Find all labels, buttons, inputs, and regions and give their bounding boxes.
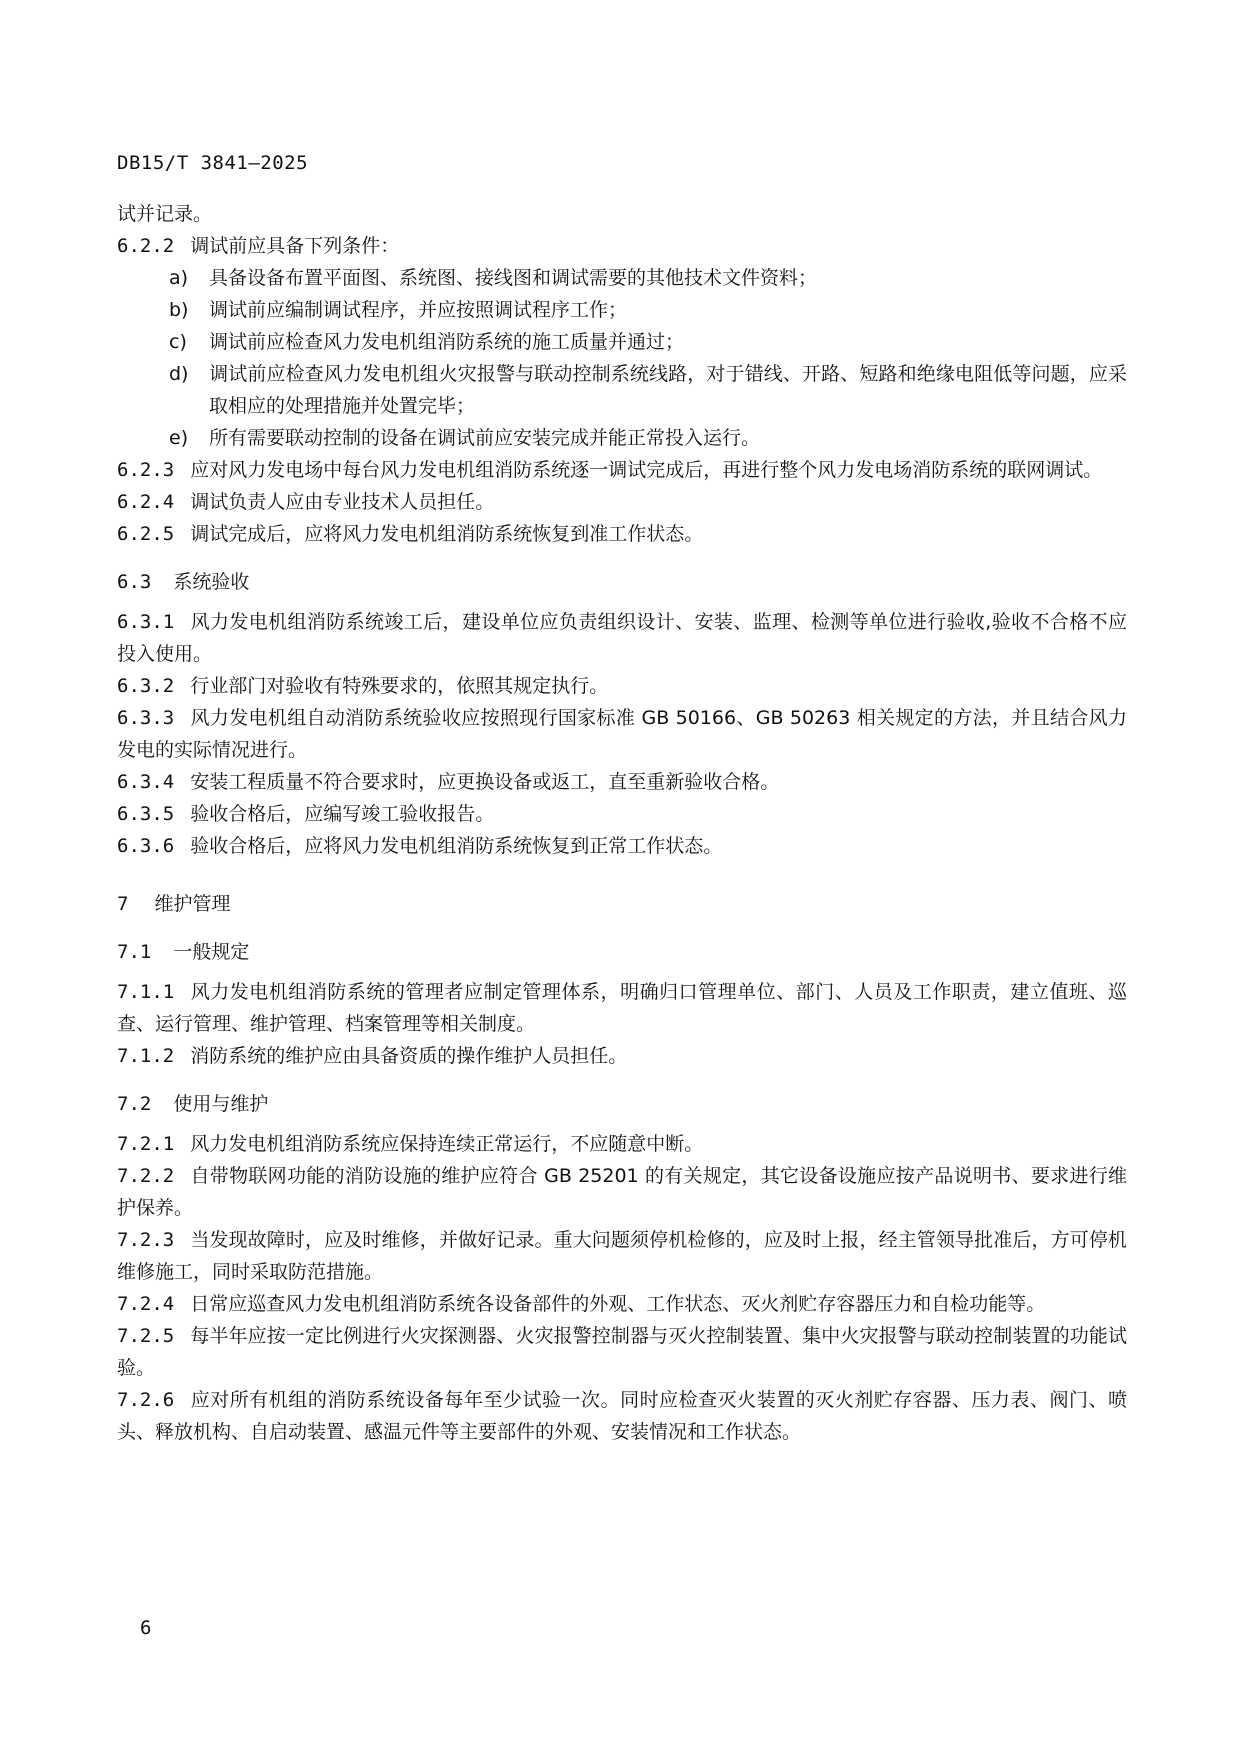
clause-text: 每半年应按一定比例进行火灾探测器、火灾报警控制器与灭火控制装置、集中火灾报警与联动控制装置的功能试验。 [117,1325,1127,1379]
clause-7-2-3 [117,1224,1127,1288]
clause-text: 当发现故障时，应及时维修，并做好记录。重大问题须停机检修的，应及时上报，经主管领导批准后，方可停机维修施工，同时采取防范措施。 [117,1229,1127,1283]
clause-6-2-4 [117,486,1127,518]
clause-text: 应对所有机组的消防系统设备每年至少试验一次。同时应检查灭火装置的灭火剂贮存容器、压力表、阀门、喷头、释放机构、自启动装置、感温元件等主要部件的外观、安装情况和工作状态。 [117,1389,1127,1443]
section-number: 7.1 [117,941,152,963]
section-heading-7-1 [117,936,1127,968]
clause-7-2-4 [117,1288,1127,1320]
clause-number: 6.3.3 [117,707,175,729]
chapter-heading-7 [117,888,1127,920]
list-item-c [117,326,1127,358]
list-item-label: e) [169,427,189,449]
section-title: 系统验收 [173,571,250,593]
clause-6-2-2 [117,230,1127,262]
list-item-label: d) [169,363,189,385]
clause-7-2-1 [117,1128,1127,1160]
clause-6-3-3 [117,702,1127,766]
clause-number: 7.1.2 [117,1045,175,1067]
clause-6-2-3 [117,454,1127,486]
clause-text: 应对风力发电场中每台风力发电机组消防系统逐一调试完成后，再进行整个风力发电场消防系统的联网调试。 [190,459,1103,481]
clause-6-3-1 [117,606,1127,670]
clause-6-3-5 [117,798,1127,830]
clause-text: 验收合格后，应编写竣工验收报告。 [190,803,495,825]
section-heading-7-2 [117,1088,1127,1120]
clause-number: 7.1.1 [117,981,175,1003]
clause-text: 自带物联网功能的消防设施的维护应符合 GB 25201 的有关规定，其它设备设施应按产品说明书、要求进行维护保养。 [117,1165,1127,1219]
page-number: 6 [140,1617,152,1639]
chapter-number: 7 [117,893,129,915]
clause-number: 7.2.3 [117,1229,175,1251]
list-item-text: 具备设备布置平面图、系统图、接线图和调试需要的其他技术文件资料； [209,267,818,289]
chapter-title: 维护管理 [154,893,231,915]
section-title: 一般规定 [173,941,250,963]
clause-number: 6.3.6 [117,835,175,857]
clause-text: 验收合格后，应将风力发电机组消防系统恢复到正常工作状态。 [190,835,723,857]
clause-number: 6.2.3 [117,459,175,481]
clause-text: 风力发电机组自动消防系统验收应按照现行国家标准 GB 50166、GB 50263 相关规定的方法，并且结合风力发电的实际情况进行。 [117,707,1127,761]
list-item-a [117,262,1127,294]
clause-number: 7.2.2 [117,1165,175,1187]
list-item-label: b) [169,299,189,321]
clause-number: 7.2.5 [117,1325,175,1347]
list-item-b [117,294,1127,326]
clause-text: 风力发电机组消防系统的管理者应制定管理体系，明确归口管理单位、部门、人员及工作职责，建立值班、巡查、运行管理、维护管理、档案管理等相关制度。 [117,981,1127,1035]
clause-text: 日常应巡查风力发电机组消防系统各设备部件的外观、工作状态、灭火剂贮存容器压力和自检功能等。 [190,1293,1046,1315]
document-body [117,198,1127,1448]
clause-text: 风力发电机组消防系统竣工后，建设单位应负责组织设计、安装、监理、检测等单位进行验收,验收不合格不应投入使用。 [117,611,1127,665]
clause-text: 调试完成后，应将风力发电机组消防系统恢复到准工作状态。 [190,523,704,545]
list-item-e [117,422,1127,454]
clause-6-3-6 [117,830,1127,862]
list-item-text: 调试前应编制调试程序，并应按照调试程序工作； [209,299,628,321]
clause-number: 6.3.5 [117,803,175,825]
clause-6-3-4 [117,766,1127,798]
clause-7-2-2 [117,1160,1127,1224]
clause-number: 6.2.2 [117,235,175,257]
clause-number: 7.2.4 [117,1293,175,1315]
list-item-text: 调试前应检查风力发电机组火灾报警与联动控制系统线路，对于错线、开路、短路和绝缘电阻低等问题，应采取相应的处理措施并处置完毕； [209,363,1127,417]
section-title: 使用与维护 [173,1093,269,1115]
section-number: 7.2 [117,1093,152,1115]
section-heading-6-3 [117,566,1127,598]
clause-number: 6.3.2 [117,675,175,697]
clause-6-3-2 [117,670,1127,702]
clause-text: 行业部门对验收有特殊要求的，依照其规定执行。 [190,675,609,697]
clause-6-2-5 [117,518,1127,550]
document-code-header: DB15/T 3841—2025 [117,152,309,174]
list-item-d [117,358,1127,422]
clause-number: 6.3.4 [117,771,175,793]
clause-number: 6.2.4 [117,491,175,513]
clause-7-1-2 [117,1040,1127,1072]
clause-text: 安装工程质量不符合要求时，应更换设备或返工，直至重新验收合格。 [190,771,780,793]
clause-text: 风力发电机组消防系统应保持连续正常运行，不应随意中断。 [190,1133,704,1155]
clause-7-2-6 [117,1384,1127,1448]
list-item-text: 调试前应检查风力发电机组消防系统的施工质量并通过； [209,331,685,353]
clause-text: 消防系统的维护应由具备资质的操作维护人员担任。 [190,1045,628,1067]
clause-text: 调试前应具备下列条件： [190,235,400,257]
clause-7-1-1 [117,976,1127,1040]
clause-number: 7.2.6 [117,1389,175,1411]
clause-7-2-5 [117,1320,1127,1384]
list-item-text: 所有需要联动控制的设备在调试前应安装完成并能正常投入运行。 [209,427,761,449]
continuation-text: 试并记录。 [117,203,213,225]
list-item-label: a) [169,267,189,289]
list-item-label: c) [169,331,187,353]
clause-text: 调试负责人应由专业技术人员担任。 [190,491,495,513]
clause-number: 6.2.5 [117,523,175,545]
clause-number: 6.3.1 [117,611,175,633]
section-number: 6.3 [117,571,152,593]
clause-number: 7.2.1 [117,1133,175,1155]
